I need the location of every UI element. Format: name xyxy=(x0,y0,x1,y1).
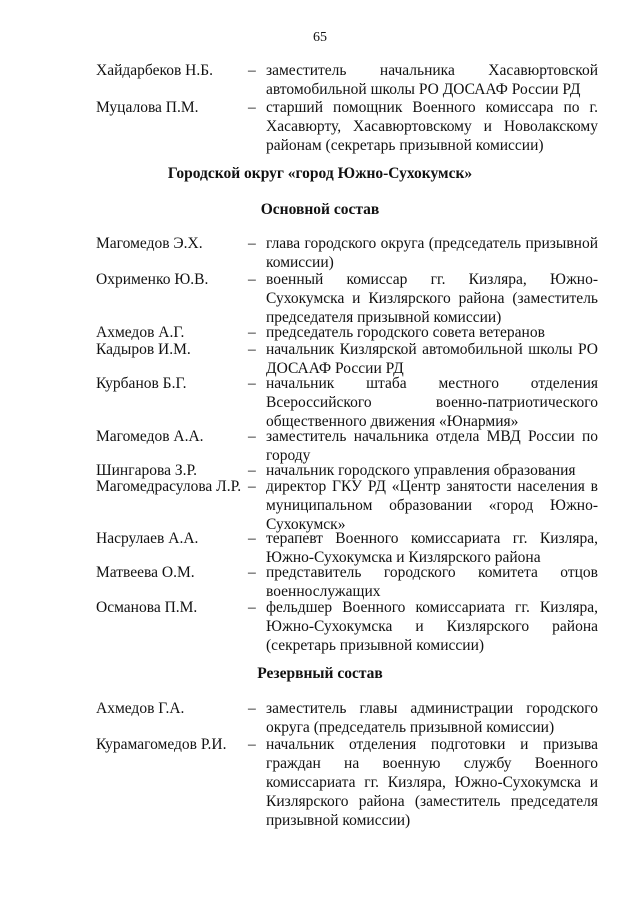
member-role: начальник городского управления образования xyxy=(266,462,576,479)
entry-dash: – xyxy=(248,341,256,358)
entry-dash: – xyxy=(248,599,256,616)
entry-dash: – xyxy=(248,462,256,479)
district-heading: Городской округ «город Южно-Сухокумск» xyxy=(167,165,473,182)
member-name: Османова П.М. xyxy=(96,599,198,616)
member-name: Кадыров И.М. xyxy=(96,341,191,358)
entry-dash: – xyxy=(248,324,256,341)
member-name: Курамагомедов Р.И. xyxy=(96,736,227,753)
entry-dash: – xyxy=(248,99,256,116)
member-role: представитель городского комитета отцов военнослужащих xyxy=(266,564,598,600)
entry-dash: – xyxy=(248,62,256,79)
member-name: Курбанов Б.Г. xyxy=(96,375,187,392)
entry-dash: – xyxy=(248,271,256,288)
entry-dash: – xyxy=(248,478,256,495)
member-role: начальник Кизлярской автомобильной школы РО ДОСААФ России РД xyxy=(266,341,598,377)
member-role: заместитель начальника отдела МВД России по городу xyxy=(266,428,598,464)
entry-dash: – xyxy=(248,235,256,252)
entry-dash: – xyxy=(248,428,256,445)
member-name: Охрименко Ю.В. xyxy=(96,271,209,288)
member-name: Муцалова П.М. xyxy=(96,99,199,116)
member-role: фельдшер Военного комиссариата гг. Кизляра, Южно-Сухокумска и Кизлярского района (секретарь призывной комиссии) xyxy=(266,599,598,654)
member-role: директор ГКУ РД «Центр занятости населения в муниципальном образовании «город Южно-Сухокумск» xyxy=(266,478,598,533)
member-role: заместитель главы администрации городского округа (председатель призывной комиссии) xyxy=(266,700,598,736)
entry-dash: – xyxy=(248,564,256,581)
member-role: начальник отделения подготовки и призыва граждан на военную службу Военного комиссариата гг. Кизляра, Южно-Сухокумска и Кизлярского района (заместитель председателя призывной комиссии) xyxy=(266,736,598,829)
member-name: Матвеева О.М. xyxy=(96,564,195,581)
member-role: старший помощник Военного комиссара по г. Хасавюрту, Хасавюртовскому и Новолакскому районам (секретарь призывной комиссии) xyxy=(266,99,598,154)
member-name: Шингарова З.Р. xyxy=(96,462,198,479)
member-role: военный комиссар гг. Кизляра, Южно-Сухокумска и Кизлярского района (заместитель председателя призывной комиссии) xyxy=(266,271,598,326)
member-role: начальник штаба местного отделения Всероссийского военно-патриотического общественного движения «Юнармия» xyxy=(266,375,598,430)
main-composition-heading: Основной состав xyxy=(260,201,380,218)
member-role: глава городского округа (председатель призывной комиссии) xyxy=(266,235,598,271)
reserve-composition-heading: Резервный состав xyxy=(257,665,383,682)
member-role: заместитель начальника Хасавюртовской автомобильной школы РО ДОСААФ России РД xyxy=(266,62,598,98)
member-name: Хайдарбеков Н.Б. xyxy=(96,62,213,79)
entry-dash: – xyxy=(248,375,256,392)
member-name: Ахмедов А.Г. xyxy=(96,324,185,341)
member-name: Насрулаев А.А. xyxy=(96,530,199,547)
member-name: Ахмедов Г.А. xyxy=(96,700,185,717)
member-name: Магомедов А.А. xyxy=(96,428,204,445)
member-role: терапевт Военного комиссариата гг. Кизляра, Южно-Сухокумска и Кизлярского района xyxy=(266,530,598,566)
member-name: Магомедрасулова Л.Р. xyxy=(96,478,242,495)
member-name: Магомедов Э.Х. xyxy=(96,235,203,252)
entry-dash: – xyxy=(248,530,256,547)
page-number: 65 xyxy=(313,30,327,45)
entry-dash: – xyxy=(248,736,256,753)
member-role: председатель городского совета ветеранов xyxy=(266,324,545,341)
entry-dash: – xyxy=(248,700,256,717)
